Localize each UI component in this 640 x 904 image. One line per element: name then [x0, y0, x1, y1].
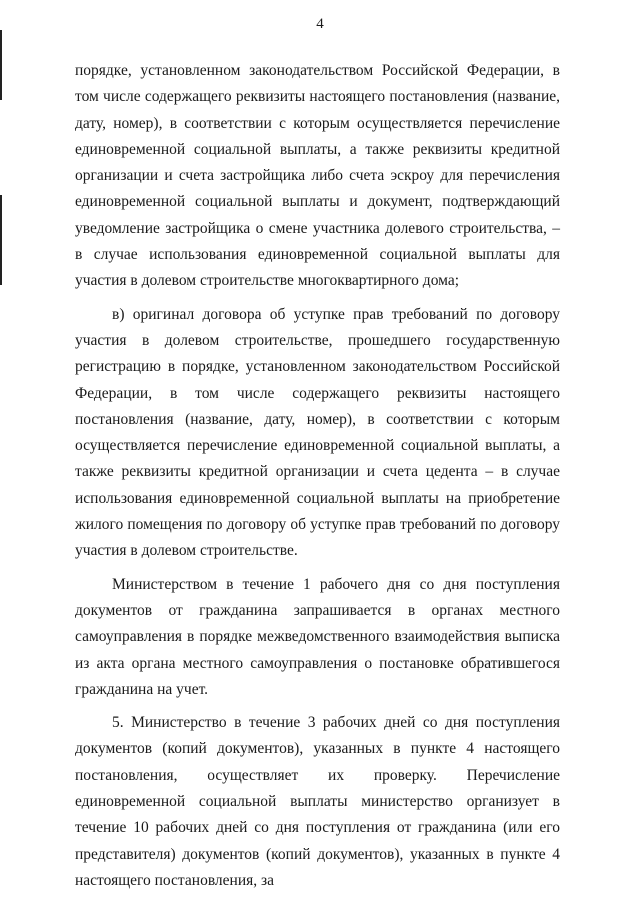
document-body [75, 58, 560, 894]
paragraph-item-v: в) оригинал договора об уступке прав требований по договору участия в долевом строительстве, прошедшего государственную регистрацию в порядке, установленном законодательством Российской Федерации, в том числе содержащего реквизиты настоящего постановления (название, дату, номер), в соответствии с которым осуществляется перечисление единовременной социальной выплаты, а также реквизиты кредитной организации и счета цедента – в случае использования единовременной социальной выплаты на приобретение жилого помещения по договору об уступке прав требований по договору участия в долевом строительстве. [75, 305, 560, 560]
paragraph-item-5: 5. Министерство в течение 3 рабочих дней со дня поступления документов (копий документов), указанных в пункте 4 настоящего постановления, осуществляет их проверку. Перечисление единовременной социальной выплаты министерство организует в течение 10 рабочих дней со дня поступления от гражданина (или его представителя) документов (копий документов), указанных в пункте 4 настоящего постановления, за [75, 714, 560, 889]
paragraph-continuation: порядке, установленном законодательством Российской Федерации, в том числе содержащего реквизиты настоящего постановления (название, дату, номер), в соответствии с которым осуществляется перечисление единовременной социальной выплаты, а также реквизиты кредитной организации и счета застройщика либо счета эскроу для перечисления единовременной социальной выплаты и документ, подтверждающий уведомление застройщика о смене участника долевого строительства, – в случае использования единовременной социальной выплаты для участия в долевом строительстве многоквартирного дома; [75, 62, 560, 290]
scan-edge-mark-middle [0, 195, 2, 285]
scan-edge-mark-top [0, 30, 2, 100]
page-number: 4 [316, 16, 324, 32]
paragraph-ministry-request: Министерством в течение 1 рабочего дня со дня поступления документов от гражданина запрашивается в органах местного самоуправления в порядке межведомственного взаимодействия выписка из акта органа местного самоуправления о постановке обратившегося гражданина на учет. [75, 575, 560, 698]
